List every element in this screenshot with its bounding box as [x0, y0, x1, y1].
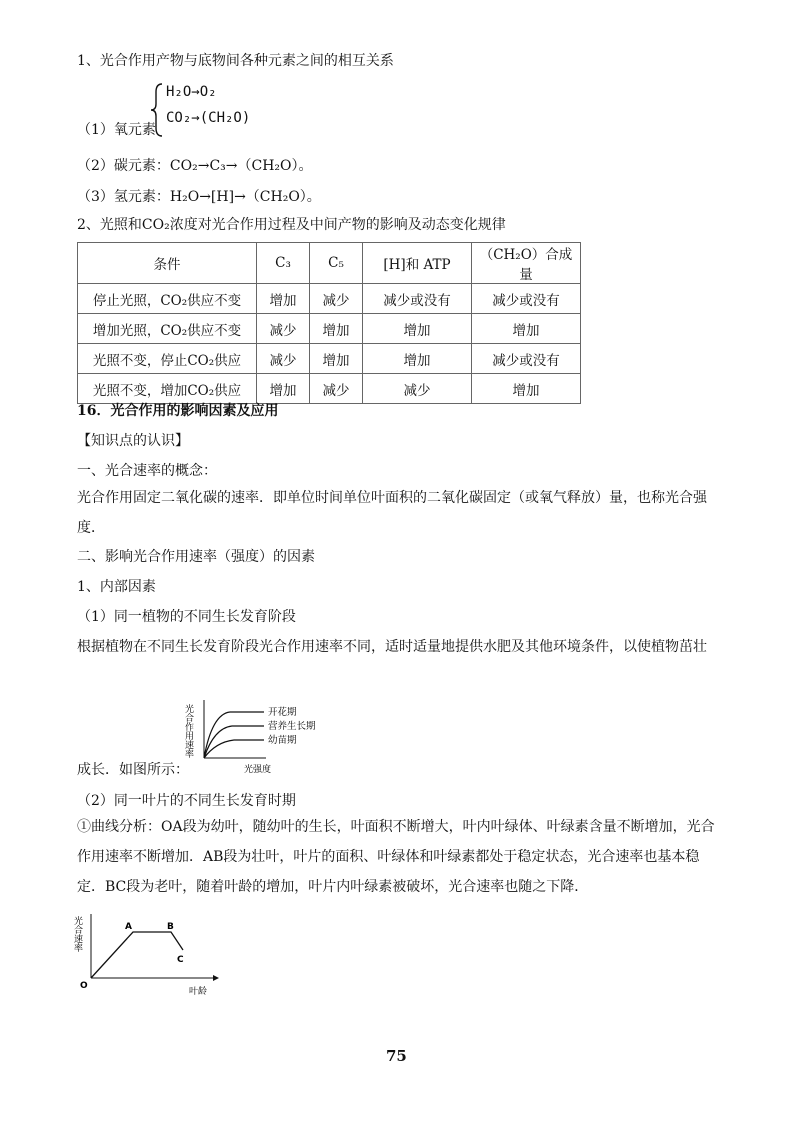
subsection-1: （1）同一植物的不同生长发育阶段	[77, 609, 296, 625]
table-cell: 光照不变，增加CO₂供应	[78, 374, 257, 404]
table-cell: 增加	[363, 344, 472, 374]
brace-icon	[150, 82, 164, 138]
table-cell: 增加	[257, 374, 310, 404]
chart1-series-label: 开花期	[268, 707, 297, 718]
table-header: （CH₂O）合成量	[472, 243, 581, 284]
leaf-age-chart	[72, 910, 227, 1000]
heading-element-relations: 1、光合作用产物与底物间各种元素之间的相互关系	[77, 53, 394, 69]
chart1-xlabel: 光强度	[244, 765, 272, 775]
table-row	[78, 284, 581, 314]
table-cell: 减少或没有	[472, 344, 581, 374]
factors-title: 二、影响光合作用速率（强度）的因素	[77, 549, 315, 565]
table-cell: 减少或没有	[472, 284, 581, 314]
table-cell: 停止光照，CO₂供应不变	[78, 284, 257, 314]
chart1-series-label: 幼苗期	[268, 735, 297, 746]
subsection-1-text-2: 成长．如图所示：	[77, 762, 189, 778]
table-cell: 减少	[310, 374, 363, 404]
oxygen-label: （1）氧元素	[77, 122, 156, 138]
knowledge-heading: 【知识点的认识】	[77, 433, 189, 449]
table-header-row	[78, 243, 581, 284]
table-cell: 减少	[257, 344, 310, 374]
conditions-table	[77, 242, 581, 404]
oxygen-equation-1: H₂O→O₂	[166, 84, 217, 100]
chart2-point-label: O	[80, 981, 88, 991]
subsection-2-text: ①曲线分析：OA段为幼叶，随幼叶的生长，叶面积不断增大，叶内叶绿体、叶绿素含量不断增加，光合作用速率不断增加．AB段为壮叶，叶片的面积、叶绿体和叶绿素都处于稳定状态，光合速率也基本稳定．BC段为老叶，随着叶龄的增加，叶片内叶绿素被破坏，光合速率也随之下降．	[77, 819, 715, 895]
table-row	[78, 374, 581, 404]
chart2-xlabel: 叶龄	[189, 987, 208, 997]
growth-stage-chart	[183, 696, 338, 776]
chart2-point-label: A	[125, 922, 132, 932]
table-cell: 增加	[310, 314, 363, 344]
chart2-point-label: B	[167, 922, 174, 932]
table-header: 条件	[78, 243, 257, 284]
section-16-title: 16．光合作用的影响因素及应用	[77, 403, 279, 419]
heading-light-co2: 2、光照和CO₂浓度对光合作用过程及中间产物的影响及动态变化规律	[77, 217, 506, 233]
chart2-point-label: C	[177, 955, 184, 965]
chart2-ylabel: 光合速率	[72, 916, 82, 952]
table-cell: 增加	[257, 284, 310, 314]
table-cell: 增加光照，CO₂供应不变	[78, 314, 257, 344]
table-header: C₃	[257, 243, 310, 284]
table-cell: 增加	[472, 314, 581, 344]
subsection-1-text: 根据植物在不同生长发育阶段光合作用速率不同，适时适量地提供水肥及其他环境条件，以使植物茁壮	[77, 639, 707, 655]
table-cell: 增加	[472, 374, 581, 404]
internal-factors: 1、内部因素	[77, 579, 156, 595]
table-cell: 增加	[310, 344, 363, 374]
table-cell: 减少或没有	[363, 284, 472, 314]
table-cell: 减少	[257, 314, 310, 344]
table-cell: 减少	[363, 374, 472, 404]
table-cell: 光照不变，停止CO₂供应	[78, 344, 257, 374]
hydrogen-line: （3）氢元素：H₂O→[H]→（CH₂O）。	[77, 189, 321, 205]
table-cell: 减少	[310, 284, 363, 314]
table-header: [H]和 ATP	[363, 243, 472, 284]
table-row	[78, 344, 581, 374]
oxygen-equation-2: CO₂→(CH₂O)	[166, 110, 251, 126]
subsection-2: （2）同一叶片的不同生长发育时期	[77, 793, 296, 809]
table-cell: 增加	[363, 314, 472, 344]
concept-text: 光合作用固定二氧化碳的速率．即单位时间单位叶面积的二氧化碳固定（或氧气释放）量，也称光合强度．	[77, 490, 707, 536]
table-row	[78, 314, 581, 344]
table-header: C₅	[310, 243, 363, 284]
chart1-ylabel: 光合作用速率	[183, 704, 193, 758]
chart1-series-label: 营养生长期	[268, 721, 316, 732]
carbon-line: （2）碳元素：CO₂→C₃→（CH₂O）。	[77, 158, 313, 174]
concept-title: 一、光合速率的概念：	[77, 463, 217, 479]
page-number: 75	[386, 1047, 407, 1065]
